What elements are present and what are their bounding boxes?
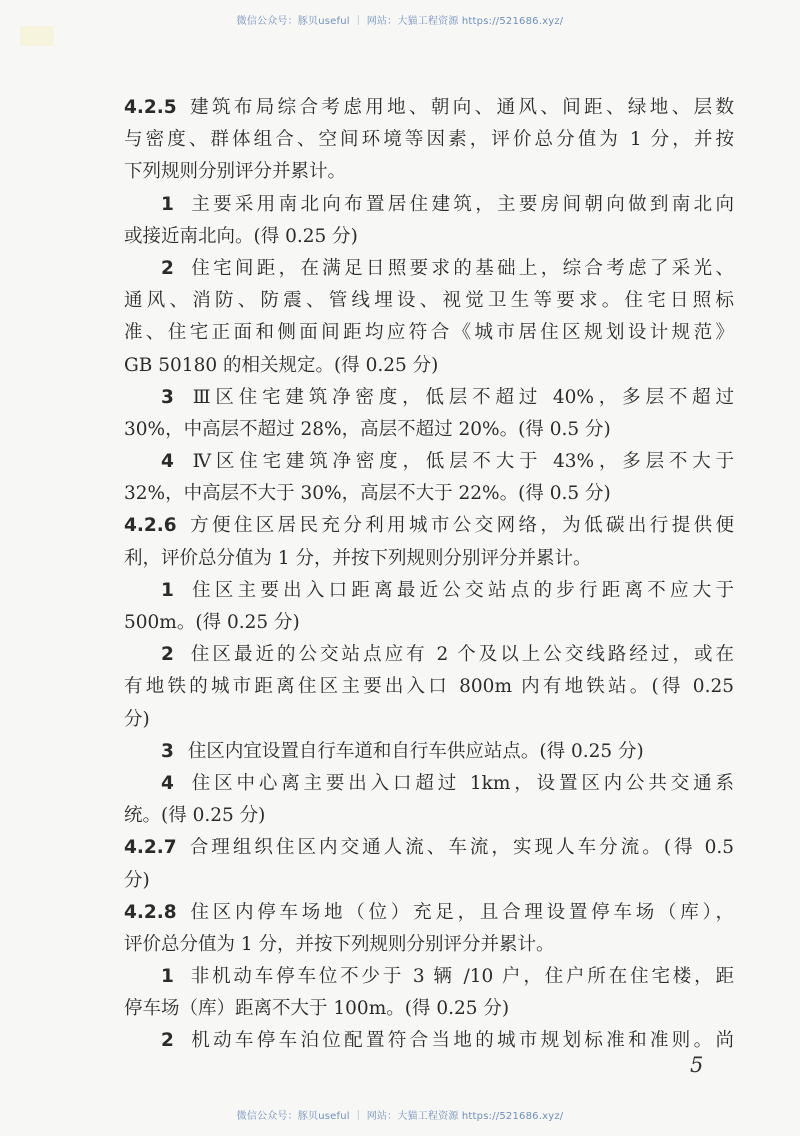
item-line [124,575,734,607]
line-text: 住区内宜设置自行车道和自行车供应站点。(得 0.25 分) [187,740,644,762]
clause-heading-line [124,510,734,542]
line-text: 与密度、群体组合、空间环境等因素，评价总分值为 1 分，并按 [124,129,734,151]
watermark-bottom: 微信公众号：豚贝useful ｜ 网站：大猫工程资源 https://521686.xyz/ [236,1111,564,1122]
page-number: 5 [690,1053,704,1077]
line-text: 下列规则分别评分并累计。 [124,161,347,183]
line-text: 合理组织住区内交通人流、车流，实现人车分流。(得 0.5 [186,837,734,859]
text-line [124,478,734,510]
line-text: 住宅间距，在满足日照要求的基础上，综合考虑了采光、 [187,257,734,279]
item-number: 1 [161,193,174,215]
document-body [124,92,734,1058]
line-text: Ⅳ区住宅建筑净密度，低层不大于 43%，多层不大于 [187,451,734,473]
line-text: 或接近南北向。(得 0.25 分) [124,225,358,247]
text-line [124,607,734,639]
watermark-top: 微信公众号：豚贝useful ｜ 网站：大猫工程资源 https://521686.xyz/ [236,16,564,27]
line-text: 机动车停车泊位配置符合当地的城市规划标准和准则。尚 [187,1030,734,1052]
text-line [124,317,734,349]
item-number: 4 [161,772,174,794]
line-text: 住区最近的公交站点应有 2 个及以上公交线路经过，或在 [187,644,734,666]
clause-heading-line [124,832,734,864]
line-text: 建筑布局综合考虑用地、朝向、通风、间距、绿地、层数 [186,97,734,118]
scan-corner-mark [20,26,54,46]
item-line [124,253,734,285]
line-text: 30%，中高层不超过 28%，高层不超过 20%。(得 0.5 分) [124,418,611,440]
clause-heading-line [124,897,734,929]
text-line [124,124,734,156]
clause-heading-line [124,92,734,124]
text-line [124,221,734,253]
line-text: 评价总分值为 1 分，并按下列规则分别评分并累计。 [124,933,555,955]
line-text: 有地铁的城市距离住区主要出入口 800m 内有地铁站。(得 0.25 [124,676,734,698]
text-line [124,543,734,575]
item-line [124,189,734,221]
item-number: 2 [161,1030,174,1052]
item-line [124,768,734,800]
text-line [124,704,734,736]
clause-number: 4.2.5 [124,97,177,118]
line-text: 主要采用南北向布置居住建筑，主要房间朝向做到南北向 [187,193,734,215]
line-text: 住区中心离主要出入口超过 1km，设置区内公共交通系 [187,772,734,794]
item-line [124,1025,734,1057]
line-text: Ⅲ区住宅建筑净密度，低层不超过 40%，多层不超过 [187,386,734,408]
clause-number: 4.2.6 [124,515,177,537]
item-number: 2 [161,257,174,279]
line-text: 利，评价总分值为 1 分，并按下列规则分别评分并累计。 [124,547,592,569]
text-line [124,414,734,446]
line-text: 停车场（库）距离不大于 100m。(得 0.25 分) [124,998,510,1020]
line-text: 统。(得 0.25 分) [124,805,266,827]
text-line [124,929,734,961]
item-number: 2 [161,644,174,666]
item-line [124,446,734,478]
line-text: 32%，中高层不大于 30%，高层不大于 22%。(得 0.5 分) [124,483,611,505]
text-line [124,800,734,832]
line-text: 分) [124,869,150,891]
line-text: 住区主要出入口距离最近公交站点的步行距离不应大于 [187,579,734,601]
item-number: 1 [161,966,174,988]
text-line [124,285,734,317]
line-text: 非机动车停车位不少于 3 辆 /10 户，住户所在住宅楼，距 [187,966,734,988]
text-line [124,671,734,703]
item-line [124,736,734,768]
text-line [124,993,734,1025]
text-line [124,156,734,188]
item-line [124,382,734,414]
line-text: 住区内停车场地（位）充足，且合理设置停车场（库）， [186,901,734,923]
item-number: 4 [161,451,174,473]
line-text: 通风、消防、防震、管线埋设、视觉卫生等要求。住宅日照标 [124,290,734,312]
clause-number: 4.2.8 [124,901,177,923]
line-text: 准、住宅正面和侧面间距均应符合《城市居住区规划设计规范》 [124,322,734,344]
text-line [124,350,734,382]
line-text: 分) [124,708,150,730]
line-text: GB 50180 的相关规定。(得 0.25 分) [124,354,439,376]
text-line [124,865,734,897]
clause-number: 4.2.7 [124,837,177,859]
item-number: 3 [161,386,174,408]
line-text: 方便住区居民充分利用城市公交网络，为低碳出行提供便 [186,515,734,537]
line-text: 500m。(得 0.25 分) [124,612,300,633]
item-line [124,639,734,671]
item-number: 3 [161,740,174,762]
item-line [124,961,734,993]
item-number: 1 [161,579,174,601]
